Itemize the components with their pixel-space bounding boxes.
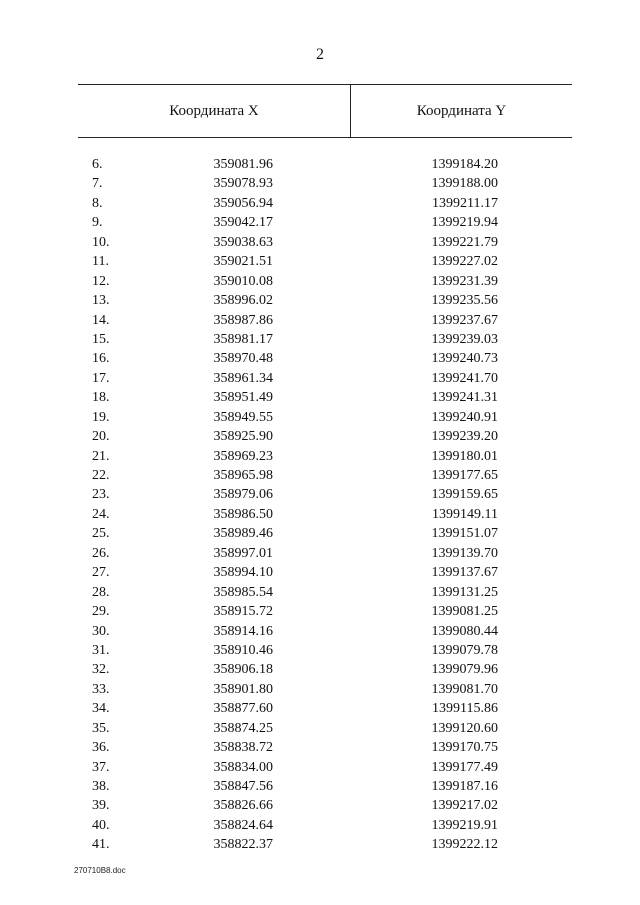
coordinate-y-value: 1399227.02: [431, 254, 498, 270]
coordinate-x-value: 359010.08: [213, 273, 273, 289]
table-row: [0, 388, 640, 407]
table-row: [0, 719, 640, 738]
row-number: 32.: [92, 662, 110, 678]
table-row: [0, 408, 640, 427]
coordinate-x-value: 359081.96: [213, 157, 273, 172]
coordinate-y-value: 1399187.16: [431, 779, 498, 794]
table-row: [0, 485, 640, 504]
coordinate-y-value: 1399222.12: [431, 837, 498, 853]
row-number: 19.: [92, 409, 110, 425]
row-number: 30.: [92, 623, 110, 639]
coordinate-y-value: 1399139.70: [431, 545, 498, 561]
coordinate-x-value: 358997.01: [213, 545, 273, 561]
coordinate-y-value: 1399239.03: [431, 331, 498, 347]
coordinate-x-value: 358877.60: [213, 701, 273, 717]
row-number: 11.: [92, 254, 109, 270]
row-number: 31.: [92, 642, 110, 658]
row-number: 41.: [92, 837, 110, 853]
coordinate-x-value: 358834.00: [213, 759, 273, 775]
row-number: 22.: [92, 468, 110, 483]
table-row: [0, 680, 640, 699]
coordinate-x-value: 358981.17: [213, 331, 273, 347]
coordinate-x-value: 358826.66: [213, 798, 273, 814]
coordinate-x-value: 358915.72: [213, 604, 273, 620]
coordinate-y-value: 1399241.31: [431, 390, 498, 406]
coordinate-x-value: 358994.10: [213, 565, 273, 581]
row-number: 18.: [92, 390, 110, 406]
coordinate-x-value: 358914.16: [213, 623, 273, 639]
coordinate-y-value: 1399159.65: [431, 487, 498, 503]
coordinate-x-value: 358987.86: [213, 312, 273, 328]
coordinate-y-value: 1399115.86: [432, 701, 498, 717]
coordinate-x-value: 359078.93: [213, 176, 273, 192]
table-row: [0, 369, 640, 388]
coordinate-y-value: 1399137.67: [431, 565, 498, 581]
row-number: 28.: [92, 584, 110, 600]
header-coordinate-y: Координата Y: [416, 103, 507, 119]
table-row: [0, 758, 640, 777]
table-row: [0, 447, 640, 466]
coordinate-y-value: 1399149.11: [432, 506, 498, 522]
coordinate-y-value: 1399151.07: [431, 526, 498, 542]
coordinate-y-value: 1399079.96: [431, 662, 498, 678]
coordinate-y-value: 1399240.73: [431, 351, 498, 367]
row-number: 23.: [92, 487, 110, 503]
table-header: [78, 84, 572, 138]
row-number: 24.: [92, 506, 110, 522]
row-number: 10.: [92, 234, 110, 250]
coordinate-x-value: 358979.06: [213, 487, 273, 503]
table-row: [0, 777, 640, 796]
coordinate-y-value: 1399080.44: [431, 623, 498, 639]
coordinate-x-value: 358961.34: [213, 370, 273, 386]
table-row: [0, 466, 640, 485]
coordinate-y-value: 1399219.91: [431, 817, 498, 833]
table-row: [0, 641, 640, 660]
coordinate-x-value: 358925.90: [213, 429, 273, 445]
row-number: 37.: [92, 759, 110, 775]
row-number: 29.: [92, 604, 110, 620]
row-number: 13.: [92, 293, 110, 309]
coordinate-y-value: 1399240.91: [431, 409, 498, 425]
table-row: [0, 816, 640, 835]
coordinate-y-value: 1399170.75: [431, 740, 498, 756]
coordinate-y-value: 1399177.49: [431, 759, 498, 775]
table-row: [0, 174, 640, 193]
coordinate-x-value: 358951.49: [213, 390, 273, 406]
coordinate-x-value: 358969.23: [213, 448, 273, 464]
row-number: 16.: [92, 351, 110, 367]
table-row: [0, 563, 640, 582]
coordinate-x-value: 358989.46: [213, 526, 273, 542]
table-row: [0, 505, 640, 524]
table-row: [0, 699, 640, 718]
coordinate-y-value: 1399221.79: [431, 234, 498, 250]
table-row: [0, 330, 640, 349]
row-number: 40.: [92, 817, 110, 833]
coordinate-y-value: 1399239.20: [431, 429, 498, 445]
row-number: 8.: [92, 195, 103, 211]
coordinate-x-value: 359042.17: [213, 215, 273, 231]
coordinate-x-value: 358996.02: [213, 293, 273, 309]
row-number: 25.: [92, 526, 110, 542]
table-row: [0, 233, 640, 252]
coordinate-y-value: 1399217.02: [431, 798, 498, 814]
table-row: [0, 252, 640, 271]
table-row: [0, 835, 640, 854]
coordinate-x-value: 358901.80: [213, 681, 273, 697]
table-row: [0, 427, 640, 446]
table-row: [0, 796, 640, 815]
coordinate-y-value: 1399081.70: [431, 681, 498, 697]
coordinate-x-value: 358910.46: [213, 642, 273, 658]
table-row: [0, 738, 640, 757]
coordinate-y-value: 1399211.17: [432, 195, 498, 211]
coordinate-x-value: 358949.55: [213, 409, 273, 425]
coordinate-x-value: 358906.18: [213, 662, 273, 678]
coordinate-x-value: 358970.48: [213, 351, 273, 367]
table-row: [0, 524, 640, 543]
row-number: 12.: [92, 273, 110, 289]
page-number: 2: [316, 46, 324, 63]
coordinate-x-value: 359056.94: [213, 195, 273, 211]
coordinate-y-value: 1399231.39: [431, 273, 498, 289]
table-row: [0, 272, 640, 291]
coordinate-y-value: 1399180.01: [431, 448, 498, 464]
row-number: 39.: [92, 798, 110, 814]
footer-filename: 270710B8.doc: [74, 866, 126, 875]
row-number: 35.: [92, 720, 110, 736]
table-row: [0, 213, 640, 232]
table-row: [0, 291, 640, 310]
row-number: 14.: [92, 312, 110, 328]
coordinate-y-value: 1399081.25: [431, 604, 498, 620]
table-row: [0, 602, 640, 621]
row-number: 38.: [92, 779, 110, 794]
coordinate-x-value: 358847.56: [213, 779, 273, 794]
table-row: [0, 194, 640, 213]
row-number: 21.: [92, 448, 110, 464]
row-number: 7.: [92, 176, 103, 192]
coordinate-rows: [0, 155, 640, 855]
coordinate-y-value: 1399079.78: [431, 642, 498, 658]
coordinate-x-value: 359038.63: [213, 234, 273, 250]
row-number: 33.: [92, 681, 110, 697]
table-row: [0, 544, 640, 563]
coordinate-x-value: 358986.50: [213, 506, 273, 522]
coordinate-y-value: 1399184.20: [431, 157, 498, 172]
coordinate-y-value: 1399177.65: [431, 468, 498, 483]
row-number: 34.: [92, 701, 110, 717]
coordinate-x-value: 358824.64: [213, 817, 273, 833]
coordinate-y-value: 1399120.60: [431, 720, 498, 736]
coordinate-x-value: 358838.72: [213, 740, 273, 756]
row-number: 6.: [92, 157, 103, 172]
row-number: 20.: [92, 429, 110, 445]
coordinate-x-value: 358965.98: [213, 468, 273, 483]
coordinate-y-value: 1399237.67: [431, 312, 498, 328]
coordinate-y-value: 1399131.25: [431, 584, 498, 600]
coordinate-y-value: 1399188.00: [431, 176, 498, 192]
table-row: [0, 349, 640, 368]
row-number: 17.: [92, 370, 110, 386]
coordinate-y-value: 1399219.94: [431, 215, 498, 231]
coordinate-y-value: 1399241.70: [431, 370, 498, 386]
table-row: [0, 155, 640, 174]
coordinate-x-value: 358822.37: [213, 837, 273, 853]
table-row: [0, 311, 640, 330]
row-number: 27.: [92, 565, 110, 581]
header-coordinate-x: Координата X: [169, 103, 259, 119]
row-number: 26.: [92, 545, 110, 561]
coordinate-x-value: 358985.54: [213, 584, 273, 600]
row-number: 15.: [92, 331, 110, 347]
table-row: [0, 660, 640, 679]
table-row: [0, 622, 640, 641]
row-number: 36.: [92, 740, 110, 756]
coordinate-x-value: 359021.51: [213, 254, 273, 270]
table-row: [0, 583, 640, 602]
coordinate-x-value: 358874.25: [213, 720, 273, 736]
coordinate-y-value: 1399235.56: [431, 293, 498, 309]
row-number: 9.: [92, 215, 103, 231]
